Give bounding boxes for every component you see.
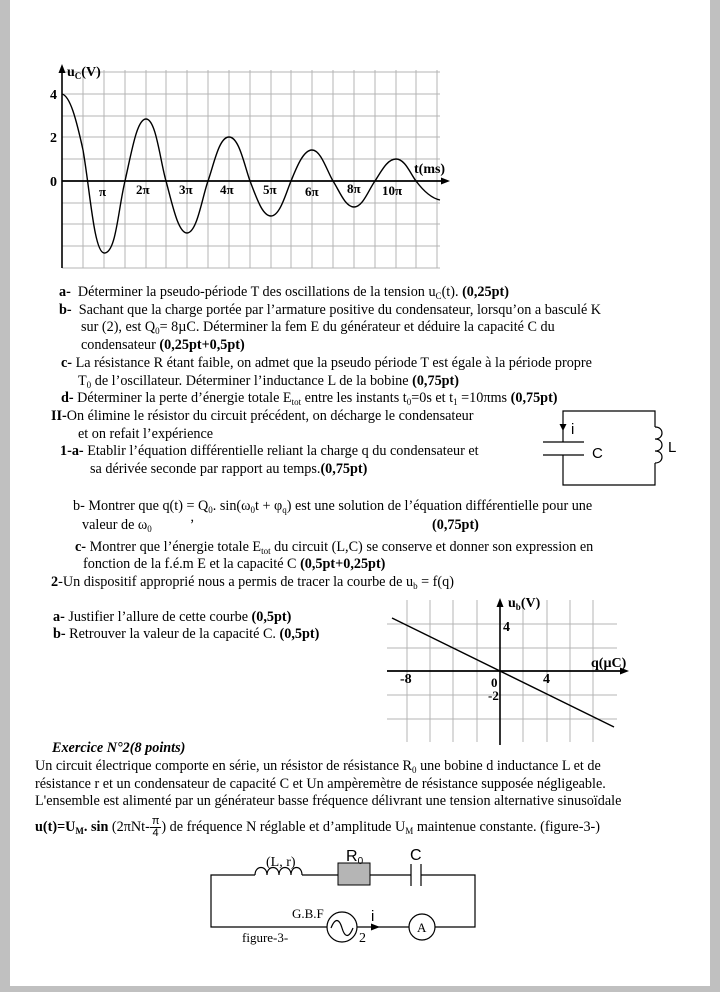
question-2-1c-line2: fonction de la f.é.m E et la capacité C (0,5pt+0,25pt) (83, 556, 386, 572)
graph2-xtick-4: 4 (543, 672, 550, 687)
graph2-xtick-minus8: -8 (400, 672, 412, 687)
graph1-xtick: 8π (347, 181, 361, 196)
graph1-xtick: 6π (305, 184, 319, 199)
inductor-label: (L, r) (266, 855, 296, 870)
question-1b: b- Sachant que la charge portée par l’armature positive du condensateur, lorsqu’on a basculé K (59, 302, 602, 318)
question-1b-line3: condensateur (0,25pt+0,5pt) (81, 337, 245, 353)
question-2-1b-line2: valeur de $\omega_0$ ’ (82, 517, 195, 534)
graph1-xtick: 5π (263, 182, 277, 197)
current-label: i (371, 908, 375, 925)
graph1-xtick: π (99, 184, 107, 199)
exercise2-line1: Un circuit électrique comporte en série, un résistor de résistance $R_0$ une bobine d inductance L et de (35, 758, 601, 775)
question-2-1b-points: (0,75pt) (432, 517, 479, 533)
question-2-1b: b- Montrer que $q(t) = Q_0$. $\sin(\omega_0t + \varphi_q)$ est une solution de l’équation différentielle pour une (73, 498, 593, 515)
graph1-ylabel: $u_C(V)$ (67, 65, 101, 81)
exercise2-equation: $u(t)=U_M$. sin (2πNt- $\frac{\pi}{4}$ ) de fréquence N réglable et d’amplitude $U_M$ maintenue constante. (figure-3-) (35, 815, 600, 840)
lc-capacitor-label: C (592, 445, 603, 462)
exercise2-title: Exercice N°2(8 points) (52, 740, 186, 756)
resistor-label: R0 (346, 848, 364, 867)
part2-intro-line2: et on refait l’expérience (78, 426, 214, 442)
resistor-R0 (338, 863, 370, 885)
graph2-ytick-4: 4 (503, 620, 510, 635)
question-1c: c- La résistance R étant faible, on admet que la pseudo période T est égale à la période propre (61, 355, 592, 371)
graph2-ylabel: $u_b(V)$ (508, 596, 541, 612)
graph1-ytick: 0 (50, 175, 57, 190)
graph1-ytick: 2 (50, 131, 57, 146)
question-1c-line2: $T_0$ de l’oscillateur. Déterminer l’inductance L de la bobine (0,75pt) (78, 373, 460, 390)
graph1-ytick: 4 (50, 88, 57, 103)
graph1-xtick: 2π (136, 182, 150, 197)
capacitor-label: C (410, 847, 422, 864)
lc-current-label: i (571, 421, 575, 438)
graph1-xtick: 4π (220, 182, 234, 197)
lc-inductor-label: L (668, 439, 677, 456)
exercise2-line2: résistance r et un condensateur de capacité C et Un ampèremètre de résistance supposée négligeable. (35, 776, 606, 792)
exercise2-line3: L'ensemble est alimenté par un générateur basse fréquence délivrant une tension alternative sinusoïdale (35, 793, 622, 809)
terminal-label: 2 (359, 931, 366, 946)
question-2-2b: b- Retrouver la valeur de la capacité C. (0,5pt) (53, 626, 320, 642)
generator-label: G.B.F (292, 906, 324, 921)
question-2-1c: c- Montrer que l’énergie totale $E_{tot}$ du circuit (L,C) se conserve et donner son expression en (75, 539, 594, 556)
graph2-xlabel: q(µC) (591, 656, 627, 671)
question-2-2: 2-Un dispositif approprié nous a permis de tracer la courbe de $u_b = f(q)$ (51, 574, 454, 591)
figure3-caption: figure-3- (242, 930, 289, 945)
question-2-1a-line2: sa dérivée seconde par rapport au temps.(0,75pt) (90, 461, 368, 477)
ammeter-label: A (417, 920, 427, 935)
question-2-1a: 1-a- Etablir l’équation différentielle reliant la charge q du condensateur et (60, 443, 479, 459)
question-2-2a: a- Justifier l’allure de cette courbe (0,5pt) (53, 609, 292, 625)
question-1a: a- Déterminer la pseudo-période T des oscillations de la tension $u_C(t)$. (0,25pt) (59, 284, 509, 301)
fraction-pi-over-4: $\frac{\pi}{4}$ (151, 815, 160, 840)
graph1-xtick: 3π (179, 182, 193, 197)
question-1d: d- Déterminer la perte d’énergie totale $E_{tot}$ entre les instants $t_0=0s$ et $t_1 =10\pi ms$ (0,75pt) (61, 390, 558, 407)
graph1-xtick: 10π (382, 183, 403, 198)
graph1-xlabel: t(ms) (414, 162, 446, 177)
part2-intro: II-On élimine le résistor du circuit précédent, on décharge le condensateur (51, 408, 474, 424)
question-1b-line2: sur (2), est $Q_0= 8\mu C$. Déterminer la fem E du générateur et déduire la capacité C du (81, 319, 555, 336)
graph2-ytick-minus2: -2 (488, 688, 499, 703)
graph2-xtick-0: 0 (491, 675, 498, 690)
